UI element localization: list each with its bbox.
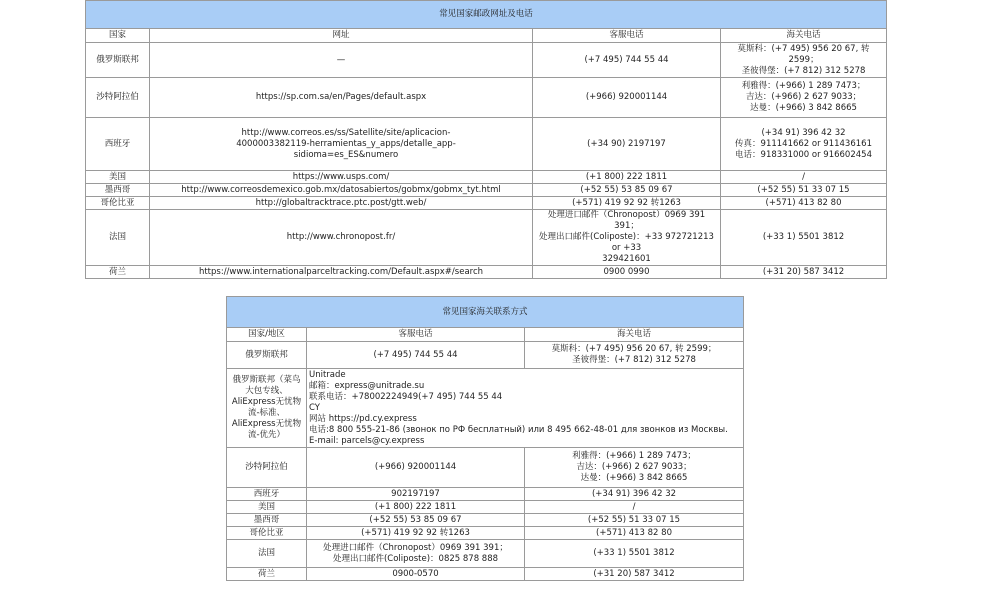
table-row (227, 342, 744, 369)
country-cell: 美国 (86, 171, 150, 184)
url-link[interactable]: https://sp.com.sa/en/Pages/default.aspx (150, 78, 533, 118)
customs-phone-cell: (+33 1) 5501 3812 (721, 210, 887, 266)
region-cell: 俄罗斯联邦（菜鸟大包专线、AliExpress无忧物流-标准、AliExpress无忧物流-优先） (227, 369, 307, 448)
customs-phone-cell: (+52 55) 51 33 07 15 (525, 514, 744, 527)
region-cell: 西班牙 (227, 488, 307, 501)
table-row (227, 501, 744, 514)
region-cell: 法国 (227, 540, 307, 568)
customs-phone-cell: (+52 55) 51 33 07 15 (721, 184, 887, 197)
service-phone-cell: (+7 495) 744 55 44 (533, 43, 721, 78)
customs-contacts-table (226, 296, 744, 581)
service-phone-cell: (+1 800) 222 1811 (533, 171, 721, 184)
region-cell: 美国 (227, 501, 307, 514)
table-row (86, 210, 887, 266)
table-row (227, 514, 744, 527)
table-title: 常见国家海关联系方式 (227, 297, 744, 328)
service-phone-cell: (+52 55) 53 85 09 67 (307, 514, 525, 527)
column-header-url: 网址 (150, 29, 533, 43)
postal-contacts-table (85, 0, 887, 279)
service-phone-cell: 处理进口邮件（Chronopost）0969 391 391； 处理出口邮件(Coliposte)：0825 878 888 (307, 540, 525, 568)
service-phone-cell: 0900-0570 (307, 568, 525, 581)
url-link[interactable]: https://www.usps.com/ (150, 171, 533, 184)
service-phone-cell: (+571) 419 92 92 转1263 (533, 197, 721, 210)
table-row (86, 184, 887, 197)
service-phone-cell: (+1 800) 222 1811 (307, 501, 525, 514)
service-phone-cell: (+966) 920001144 (533, 78, 721, 118)
service-phone-cell: (+966) 920001144 (307, 448, 525, 488)
table-row (227, 540, 744, 568)
customs-phone-cell: 利雅得：(+966) 1 289 7473； 吉达：(+966) 2 627 9033； 达曼：(+966) 3 842 8665 (525, 448, 744, 488)
region-cell: 俄罗斯联邦 (227, 342, 307, 369)
service-phone-cell: (+34 90) 2197197 (533, 118, 721, 171)
table-row (86, 197, 887, 210)
service-phone-cell: 处理进口邮件（Chronopost）0969 391 391； 处理出口邮件(Coliposte)：+33 972721213 or +33 329421601 (533, 210, 721, 266)
column-header-customs-phone: 海关电话 (721, 29, 887, 43)
url-link[interactable]: http://www.chronopost.fr/ (150, 210, 533, 266)
customs-phone-cell: (+571) 413 82 80 (525, 527, 744, 540)
service-phone-cell: (+571) 419 92 92 转1263 (307, 527, 525, 540)
column-header-country: 国家 (86, 29, 150, 43)
country-cell: 俄罗斯联邦 (86, 43, 150, 78)
url-link[interactable]: http://www.correos.es/ss/Satellite/site/aplicacion-4000003382119-herramientas_y_apps/detalle_app-sidioma=es_ES&numero (150, 118, 533, 171)
service-phone-cell: 902197197 (307, 488, 525, 501)
country-cell: 西班牙 (86, 118, 150, 171)
url-link[interactable]: http://www.correosdemexico.gob.mx/datosabiertos/gobmx/gobmx_tyt.html (150, 184, 533, 197)
customs-phone-cell: / (721, 171, 887, 184)
table-row (86, 266, 887, 279)
service-phone-cell: 0900 0990 (533, 266, 721, 279)
table-row (227, 369, 744, 448)
customs-phone-cell: 利雅得：(+966) 1 289 7473； 吉达：(+966) 2 627 9033； 达曼：(+966) 3 842 8665 (721, 78, 887, 118)
url-link[interactable]: http://globaltracktrace.ptc.post/gtt.web/ (150, 197, 533, 210)
service-phone-cell: (+52 55) 53 85 09 67 (533, 184, 721, 197)
customs-phone-cell: 莫斯科：(+7 495) 956 20 67, 转 2599； 圣彼得堡：(+7 812) 312 5278 (525, 342, 744, 369)
country-cell: 哥伦比亚 (86, 197, 150, 210)
country-cell: 墨西哥 (86, 184, 150, 197)
url-link[interactable]: https://www.internationalparceltracking.com/Default.aspx#/search (150, 266, 533, 279)
table-row (227, 488, 744, 501)
table-title: 常见国家邮政网址及电话 (86, 1, 887, 29)
region-cell: 沙特阿拉伯 (227, 448, 307, 488)
region-cell: 荷兰 (227, 568, 307, 581)
column-header-service-phone: 客服电话 (307, 328, 525, 342)
region-cell: 墨西哥 (227, 514, 307, 527)
customs-phone-cell: (+33 1) 5501 3812 (525, 540, 744, 568)
customs-phone-cell: (+31 20) 587 3412 (525, 568, 744, 581)
customs-phone-cell: (+31 20) 587 3412 (721, 266, 887, 279)
customs-phone-cell: (+571) 413 82 80 (721, 197, 887, 210)
country-cell: 法国 (86, 210, 150, 266)
column-header-region: 国家/地区 (227, 328, 307, 342)
service-phone-cell: (+7 495) 744 55 44 (307, 342, 525, 369)
customs-phone-cell: (+34 91) 396 42 32 传真：911141662 or 911436161 电话：918331000 or 916602454 (721, 118, 887, 171)
region-cell: 哥伦比亚 (227, 527, 307, 540)
service-contact-details: Unitrade 邮箱：express@unitrade.su 联系电话：+78002224949(+7 495) 744 55 44 CY 网站 https://pd.cy.express 电话:8 800 555-21-86 (звонок по РФ бесплатный) или 8 495 662-48-01 для звонков из Москвы. E-mail: parcels@cy.express (307, 369, 744, 448)
table-row (86, 171, 887, 184)
table-row (86, 78, 887, 118)
country-cell: 荷兰 (86, 266, 150, 279)
url-cell: — (150, 43, 533, 78)
column-header-customs-phone: 海关电话 (525, 328, 744, 342)
country-cell: 沙特阿拉伯 (86, 78, 150, 118)
table-row (227, 527, 744, 540)
customs-phone-cell: / (525, 501, 744, 514)
table-row (227, 568, 744, 581)
table-row (227, 448, 744, 488)
customs-phone-cell: 莫斯科：(+7 495) 956 20 67, 转 2599； 圣彼得堡：(+7 812) 312 5278 (721, 43, 887, 78)
table-row (86, 43, 887, 78)
customs-phone-cell: (+34 91) 396 42 32 (525, 488, 744, 501)
table-row (86, 118, 887, 171)
column-header-service-phone: 客服电话 (533, 29, 721, 43)
